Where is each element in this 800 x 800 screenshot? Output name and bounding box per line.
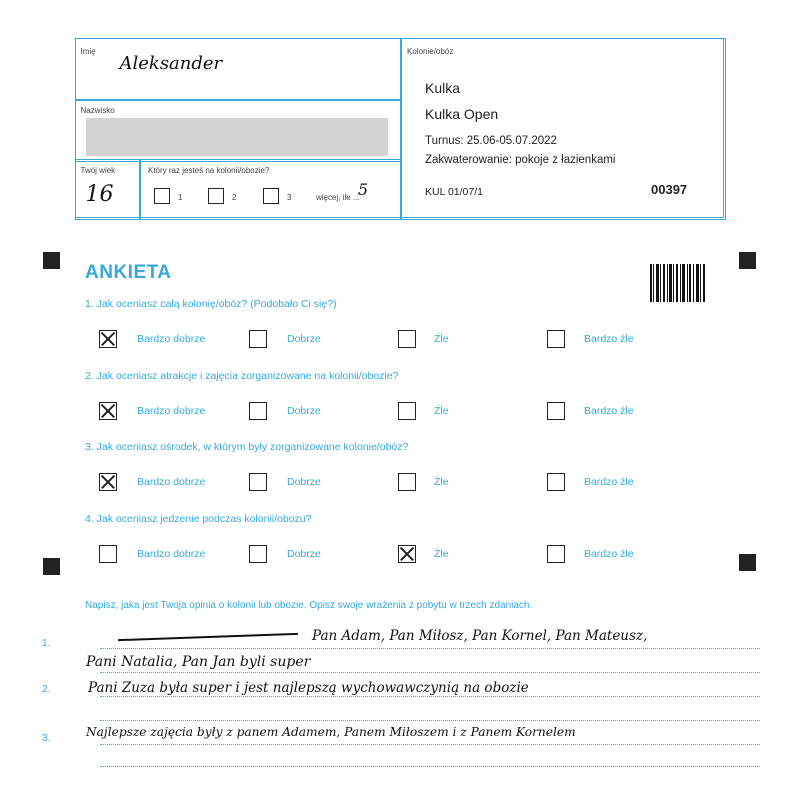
line-number-2: 2. bbox=[42, 684, 51, 695]
visit-option-2-checkbox[interactable] bbox=[208, 188, 224, 204]
line-number-1: 1. bbox=[42, 638, 51, 649]
visit-count-cell bbox=[139, 159, 402, 220]
question-1-option-1-label: Bardzo dobrze bbox=[137, 333, 206, 345]
opinion-answer-2: Pani Zuza była super i jest najlepszą wychowawczynią na obozie bbox=[88, 680, 529, 696]
question-4-option-2-checkbox[interactable] bbox=[249, 545, 267, 563]
last-name-cell bbox=[75, 99, 402, 162]
redacted-surname bbox=[86, 118, 388, 156]
question-3-option-4-checkbox[interactable] bbox=[547, 473, 565, 491]
question-4-option-4-label: Bardzo źle bbox=[584, 548, 634, 560]
question-3-text: 3. Jak oceniasz ośrodek, w którym były zorganizowane kolonie/obóz? bbox=[85, 441, 409, 453]
line-number-3: 3. bbox=[42, 733, 51, 744]
camp-accommodation: Zakwaterowanie: pokoje z łazienkami bbox=[425, 153, 616, 166]
question-2-option-4-label: Bardzo źle bbox=[584, 405, 634, 417]
camp-name: Kulka bbox=[425, 79, 461, 96]
visit-option-2-label: 2 bbox=[232, 193, 237, 202]
visit-option-1-checkbox[interactable] bbox=[154, 188, 170, 204]
answer-line-3 bbox=[100, 744, 760, 745]
answer-line-1b bbox=[100, 672, 760, 673]
visit-more-label: więcej, ile ... bbox=[316, 193, 360, 202]
answer-line-2b bbox=[100, 720, 760, 721]
question-1-text: 1. Jak oceniasz całą kolonię/obóz? (Podobało Ci się?) bbox=[85, 298, 337, 310]
question-3-option-1-checkbox[interactable] bbox=[99, 473, 117, 491]
question-4-text: 4. Jak oceniasz jedzenie podczas kolonii/obozu? bbox=[85, 513, 312, 525]
question-2-option-2-checkbox[interactable] bbox=[249, 402, 267, 420]
question-1-option-1-checkbox[interactable] bbox=[99, 330, 117, 348]
age-cell bbox=[75, 159, 141, 220]
answer-line-1 bbox=[100, 648, 760, 649]
opinion-answer-1b: Pani Natalia, Pan Jan byli super bbox=[86, 654, 311, 670]
question-1-option-3-checkbox[interactable] bbox=[398, 330, 416, 348]
age-value: 16 bbox=[85, 182, 114, 207]
visit-option-3-checkbox[interactable] bbox=[263, 188, 279, 204]
question-2-option-1-checkbox[interactable] bbox=[99, 402, 117, 420]
question-4-option-2-label: Dobrze bbox=[287, 548, 321, 560]
camp-term: Turnus: 25.06-05.07.2022 bbox=[425, 134, 557, 147]
question-2-option-4-checkbox[interactable] bbox=[547, 402, 565, 420]
camp-code: KUL 01/07/1 bbox=[425, 185, 483, 198]
answer-line-3b bbox=[100, 766, 760, 767]
registration-mark-top-left bbox=[43, 252, 60, 269]
answer-line-2 bbox=[100, 696, 760, 697]
question-3-option-3-checkbox[interactable] bbox=[398, 473, 416, 491]
question-1-option-3-label: Źle bbox=[434, 333, 449, 345]
first-name-cell bbox=[75, 38, 402, 101]
barcode bbox=[650, 264, 706, 302]
question-4-option-3-checkbox[interactable] bbox=[398, 545, 416, 563]
form-number: 00397 bbox=[651, 181, 688, 197]
question-2-option-3-checkbox[interactable] bbox=[398, 402, 416, 420]
opinion-answer-1a: Pan Adam, Pan Miłosz, Pan Kornel, Pan Mateusz, bbox=[312, 628, 648, 644]
question-3-option-1-label: Bardzo dobrze bbox=[137, 476, 206, 488]
crossed-out-words bbox=[118, 633, 298, 641]
question-1-option-4-checkbox[interactable] bbox=[547, 330, 565, 348]
camp-label: Kolonie/obóz bbox=[407, 46, 454, 56]
registration-mark-top-right bbox=[739, 252, 756, 269]
opinion-prompt: Napisz, jaka jest Twoja opinia o kolonii lub obozie. Opisz swoje wrażenia z pobytu w trzech zdaniach. bbox=[85, 600, 533, 611]
question-4-option-3-label: Źle bbox=[434, 548, 449, 560]
question-3-option-3-label: Źle bbox=[434, 476, 449, 488]
first-name-label: Imię bbox=[80, 46, 96, 56]
question-1-option-2-checkbox[interactable] bbox=[249, 330, 267, 348]
visit-option-3-label: 3 bbox=[287, 193, 292, 202]
registration-mark-bottom-left bbox=[43, 558, 60, 575]
question-3-option-2-label: Dobrze bbox=[287, 476, 321, 488]
registration-mark-bottom-right bbox=[739, 554, 756, 571]
last-name-label: Nazwisko bbox=[80, 106, 115, 115]
question-3-option-4-label: Bardzo źle bbox=[584, 476, 634, 488]
question-2-option-3-label: Źle bbox=[434, 405, 449, 417]
question-4-option-1-checkbox[interactable] bbox=[99, 545, 117, 563]
visit-option-1-label: 1 bbox=[178, 193, 183, 202]
first-name-value: Aleksander bbox=[119, 52, 223, 74]
visit-more-value: 5 bbox=[358, 180, 369, 199]
camp-header-box bbox=[75, 38, 724, 218]
question-2-option-1-label: Bardzo dobrze bbox=[137, 405, 206, 417]
question-3-option-2-checkbox[interactable] bbox=[249, 473, 267, 491]
age-label: Twój wiek bbox=[80, 166, 116, 175]
question-1-option-4-label: Bardzo źle bbox=[584, 333, 634, 345]
question-4-option-1-label: Bardzo dobrze bbox=[137, 548, 206, 560]
question-1-option-2-label: Dobrze bbox=[287, 333, 321, 345]
opinion-answer-3: Najlepsze zajęcia były z panem Adamem, Panem Miłoszem i z Panem Kornelem bbox=[86, 725, 576, 739]
question-2-option-2-label: Dobrze bbox=[287, 405, 321, 417]
survey-title: ANKIETA bbox=[85, 262, 172, 283]
question-4-option-4-checkbox[interactable] bbox=[547, 545, 565, 563]
question-2-text: 2. Jak oceniasz atrakcje i zajęcia zorganizowane na kolonii/obozie? bbox=[85, 370, 399, 382]
camp-program: Kulka Open bbox=[425, 105, 499, 122]
visit-count-label: Który raz jesteś na kolonii/obozie? bbox=[148, 166, 270, 175]
camp-info-cell bbox=[400, 38, 726, 220]
